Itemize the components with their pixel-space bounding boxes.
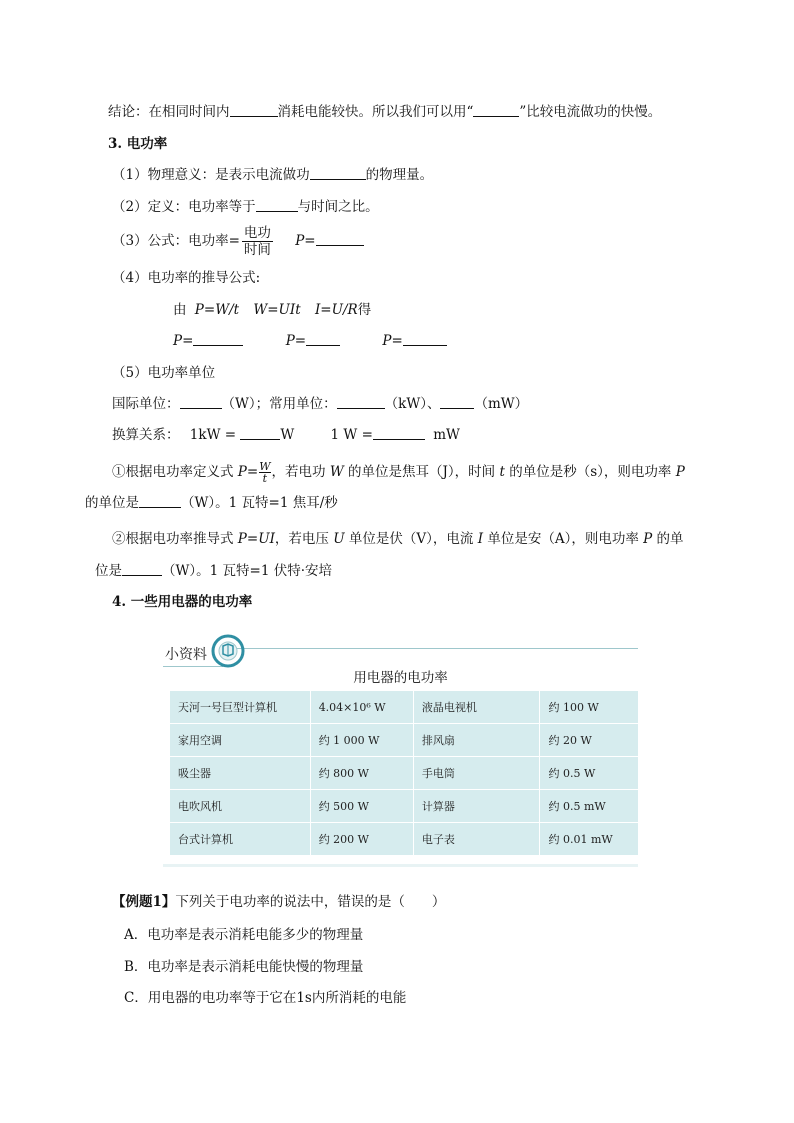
item4-derivation <box>173 300 371 320</box>
table-cell: 天河一号巨型计算机 <box>170 691 311 724</box>
p-label: P= <box>285 333 307 349</box>
fraction-numerator: 电功 <box>243 225 271 241</box>
table-cell: 计算器 <box>413 790 540 823</box>
p-label: P= <box>173 333 194 349</box>
table-row <box>170 790 639 823</box>
table-cell: 约 200 W <box>310 823 413 856</box>
section4-heading: 4. 一些用电器的电功率 <box>112 594 253 610</box>
note2-middle2: 单位是伏（V），电流 <box>348 531 474 547</box>
blank <box>337 394 385 409</box>
item2-prefix: （2）定义：电功率等于 <box>112 199 256 215</box>
t-symbol: t <box>499 464 505 480</box>
note1-line2-prefix: 的单位是 <box>85 495 139 511</box>
conclusion-suffix: ”比较电流做功的快慢。 <box>519 104 662 120</box>
w-symbol: W <box>329 464 344 480</box>
table-cell: 约 1 000 W <box>310 724 413 757</box>
table-cell: 台式计算机 <box>170 823 311 856</box>
blank <box>230 102 278 117</box>
blank <box>256 197 298 212</box>
header-rule <box>233 648 638 649</box>
table-cell: 约 0.5 mW <box>540 790 639 823</box>
units-line <box>112 394 528 414</box>
data-card <box>163 630 638 868</box>
item4-label: （4）电功率的推导公式: <box>112 270 261 286</box>
de-word: 得 <box>357 302 372 318</box>
note2-line2-suffix: （W）。1 瓦特=1 伏特·安培 <box>162 563 332 579</box>
note2-middle1: ，若电压 <box>274 531 329 547</box>
item1-line <box>112 165 433 185</box>
kw-eq: 1kW = <box>189 427 237 443</box>
example-tag: 【例题1】 <box>112 894 176 910</box>
note2-prefix: ②根据电功率推导式 <box>112 531 234 547</box>
item2-line <box>112 197 379 217</box>
blank <box>403 331 447 346</box>
fraction-denominator: t <box>259 472 270 484</box>
note1-middle2: 的单位是焦耳（J），时间 <box>348 464 496 480</box>
blank <box>473 102 519 117</box>
item1-prefix: （1）物理意义：是表示电流做功 <box>112 167 310 183</box>
intl-prefix: 国际单位： <box>112 396 180 412</box>
table-cell: 约 500 W <box>310 790 413 823</box>
blank <box>122 561 162 576</box>
note2-line2 <box>95 561 332 581</box>
note1-middle3: 的单位是秒（s），则电功率 <box>509 464 672 480</box>
table-cell: 约 20 W <box>540 724 639 757</box>
conclusion-line <box>108 102 661 122</box>
item5-label: （5）电功率单位 <box>112 365 216 381</box>
table-cell: 约 0.5 W <box>540 757 639 790</box>
item4-answers <box>173 331 447 351</box>
question-text: 下列关于电功率的说法中，错误的是（ ） <box>175 894 446 910</box>
p-label: P= <box>382 333 403 349</box>
i-symbol: I <box>477 531 484 547</box>
blank <box>180 394 222 409</box>
w-unit: （W）；常用单位： <box>221 396 337 412</box>
table-cell: 液晶电视机 <box>413 691 540 724</box>
table-title: 用电器的电功率 <box>353 670 448 686</box>
power-table <box>169 690 639 856</box>
formula-w-uit: W=UIt <box>253 302 301 318</box>
note2-suffix: 的单 <box>656 531 684 547</box>
table-row <box>170 823 639 856</box>
table-cell: 电子表 <box>413 823 540 856</box>
note2-line2-prefix: 位是 <box>95 563 122 579</box>
card-label: 小资料 <box>165 647 207 663</box>
table-cell: 吸尘器 <box>170 757 311 790</box>
item3-prefix: （3）公式：电功率= <box>112 233 240 249</box>
blank <box>373 425 425 440</box>
mw-unit-text: mW <box>433 427 460 443</box>
p-label: P= <box>295 233 316 249</box>
blank <box>139 493 181 508</box>
w-eq: 1 W = <box>330 427 373 443</box>
conclusion-middle: 消耗电能较快。所以我们可以用“ <box>277 104 474 120</box>
formula-fraction <box>242 225 273 258</box>
note1-middle1: ，若电功 <box>271 464 326 480</box>
table-row <box>170 757 639 790</box>
blank <box>440 394 474 409</box>
note1-prefix: ①根据电功率定义式 <box>112 464 234 480</box>
option-c[interactable]: C．用电器的电功率等于它在1s内所消耗的电能 <box>124 990 407 1006</box>
p-symbol: P= <box>237 464 259 480</box>
mw-unit: （mW） <box>474 396 529 412</box>
item2-suffix: 与时间之比。 <box>297 199 379 215</box>
card-bottom-border <box>163 864 638 867</box>
table-cell: 4.04×10⁶ W <box>310 691 413 724</box>
table-cell: 手电筒 <box>413 757 540 790</box>
formula-i-ur: I=U/R <box>314 302 358 318</box>
blank <box>306 331 340 346</box>
table-cell: 电吹风机 <box>170 790 311 823</box>
table-cell: 约 100 W <box>540 691 639 724</box>
note2-middle3: 单位是安（A），则电功率 <box>487 531 639 547</box>
conv-prefix: 换算关系： <box>112 427 180 443</box>
table-row <box>170 724 639 757</box>
formula-p-ui: P=UI <box>237 531 275 547</box>
section3-heading: 3. 电功率 <box>108 136 168 152</box>
table-row <box>170 691 639 724</box>
item1-suffix: 的物理量。 <box>365 167 434 183</box>
note1-line1 <box>112 456 685 488</box>
w-unit-text: W <box>280 427 295 443</box>
fraction-denominator: 时间 <box>243 242 271 258</box>
table-cell: 排风扇 <box>413 724 540 757</box>
conversion-line <box>112 425 460 445</box>
table-cell: 约 800 W <box>310 757 413 790</box>
small-fraction <box>259 461 270 484</box>
blank <box>316 231 364 246</box>
u-symbol: U <box>333 531 345 547</box>
data-card-logo-icon <box>211 634 245 668</box>
blank <box>310 165 366 180</box>
blank <box>240 425 280 440</box>
conclusion-prefix: 结论：在相同时间内 <box>108 104 230 120</box>
formula-p-wt: P=W/t <box>194 302 240 318</box>
example1-question <box>112 892 445 912</box>
p-symbol: P <box>675 464 685 480</box>
note1-line2-suffix: （W）。1 瓦特=1 焦耳/秒 <box>181 495 338 511</box>
table-cell: 家用空调 <box>170 724 311 757</box>
kw-unit: （kW）、 <box>384 396 441 412</box>
note1-line2 <box>85 493 338 513</box>
fraction-numerator: W <box>259 460 271 473</box>
note2-line1 <box>112 529 684 549</box>
option-a[interactable]: A．电功率是表示消耗电能多少的物理量 <box>124 927 364 943</box>
blank <box>193 331 243 346</box>
given-word: 由 <box>173 302 187 318</box>
item3-line <box>112 224 364 258</box>
option-b[interactable]: B．电功率是表示消耗电能快慢的物理量 <box>124 959 364 975</box>
table-cell: 约 0.01 mW <box>540 823 639 856</box>
p-symbol: P <box>643 531 653 547</box>
